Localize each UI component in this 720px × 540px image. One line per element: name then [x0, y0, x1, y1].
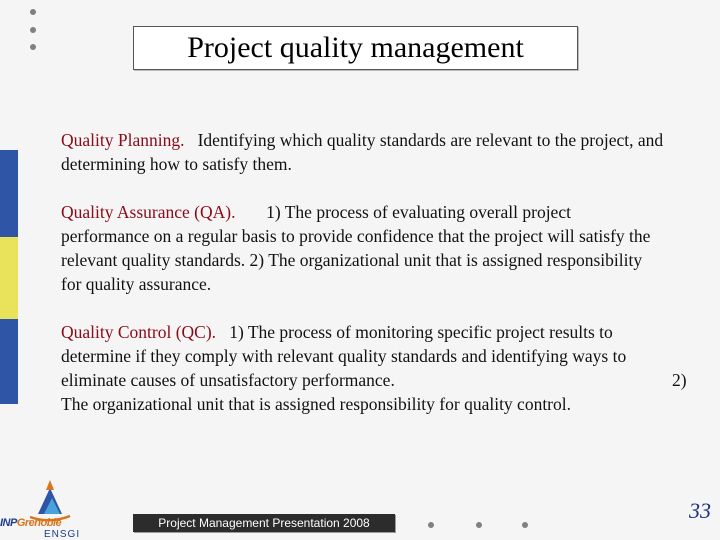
decor-dot	[428, 522, 434, 528]
slide-title-text: Project quality management	[187, 31, 524, 64]
definition-text: 1) The process of monitoring specific project results to determine if they comply with relevant quality standards and identifying ways to eliminate causes of unsatisfactory performance.	[61, 322, 627, 390]
definition-quality-control-continued	[61, 392, 661, 416]
logo-text-main: INP	[0, 517, 17, 529]
logo-wordmark	[0, 517, 61, 529]
definition-text: 1) The process of evaluating overall project performance on a regular basis to provide confidence that the project will satisfy the relevant quality standards. 2) The organizational unit that is assigned responsibility for quality assurance.	[61, 202, 651, 294]
term-label: Quality Assurance (QA).	[61, 202, 236, 222]
page-number: 33	[689, 498, 711, 523]
term-label: Quality Control (QC).	[61, 322, 217, 342]
decor-dot	[30, 9, 36, 15]
left-bar-blue-bottom	[0, 319, 18, 404]
definition-quality-planning	[61, 128, 671, 176]
definition-text-numbering: 2)	[672, 370, 687, 390]
definition-text: The organizational unit that is assigned responsibility for quality control.	[61, 394, 571, 414]
decor-dot	[30, 44, 36, 50]
definition-quality-assurance	[61, 200, 661, 296]
footer-banner	[133, 514, 395, 532]
left-bar-yellow	[0, 237, 18, 319]
footer-text: Project Management Presentation 2008	[158, 516, 370, 530]
definition-text: Identifying which quality standards are relevant to the project, and determining how to satisfy them.	[61, 130, 664, 174]
slide-title	[133, 26, 578, 70]
logo-text-accent: Grenoble	[16, 517, 62, 529]
decor-dot	[522, 522, 528, 528]
term-label: Quality Planning.	[61, 130, 185, 150]
logo-subtitle: ENSGI	[44, 529, 81, 540]
left-bar-blue-top	[0, 150, 18, 237]
decor-dot	[30, 27, 36, 33]
decor-dot	[476, 522, 482, 528]
definition-quality-control	[61, 320, 641, 392]
